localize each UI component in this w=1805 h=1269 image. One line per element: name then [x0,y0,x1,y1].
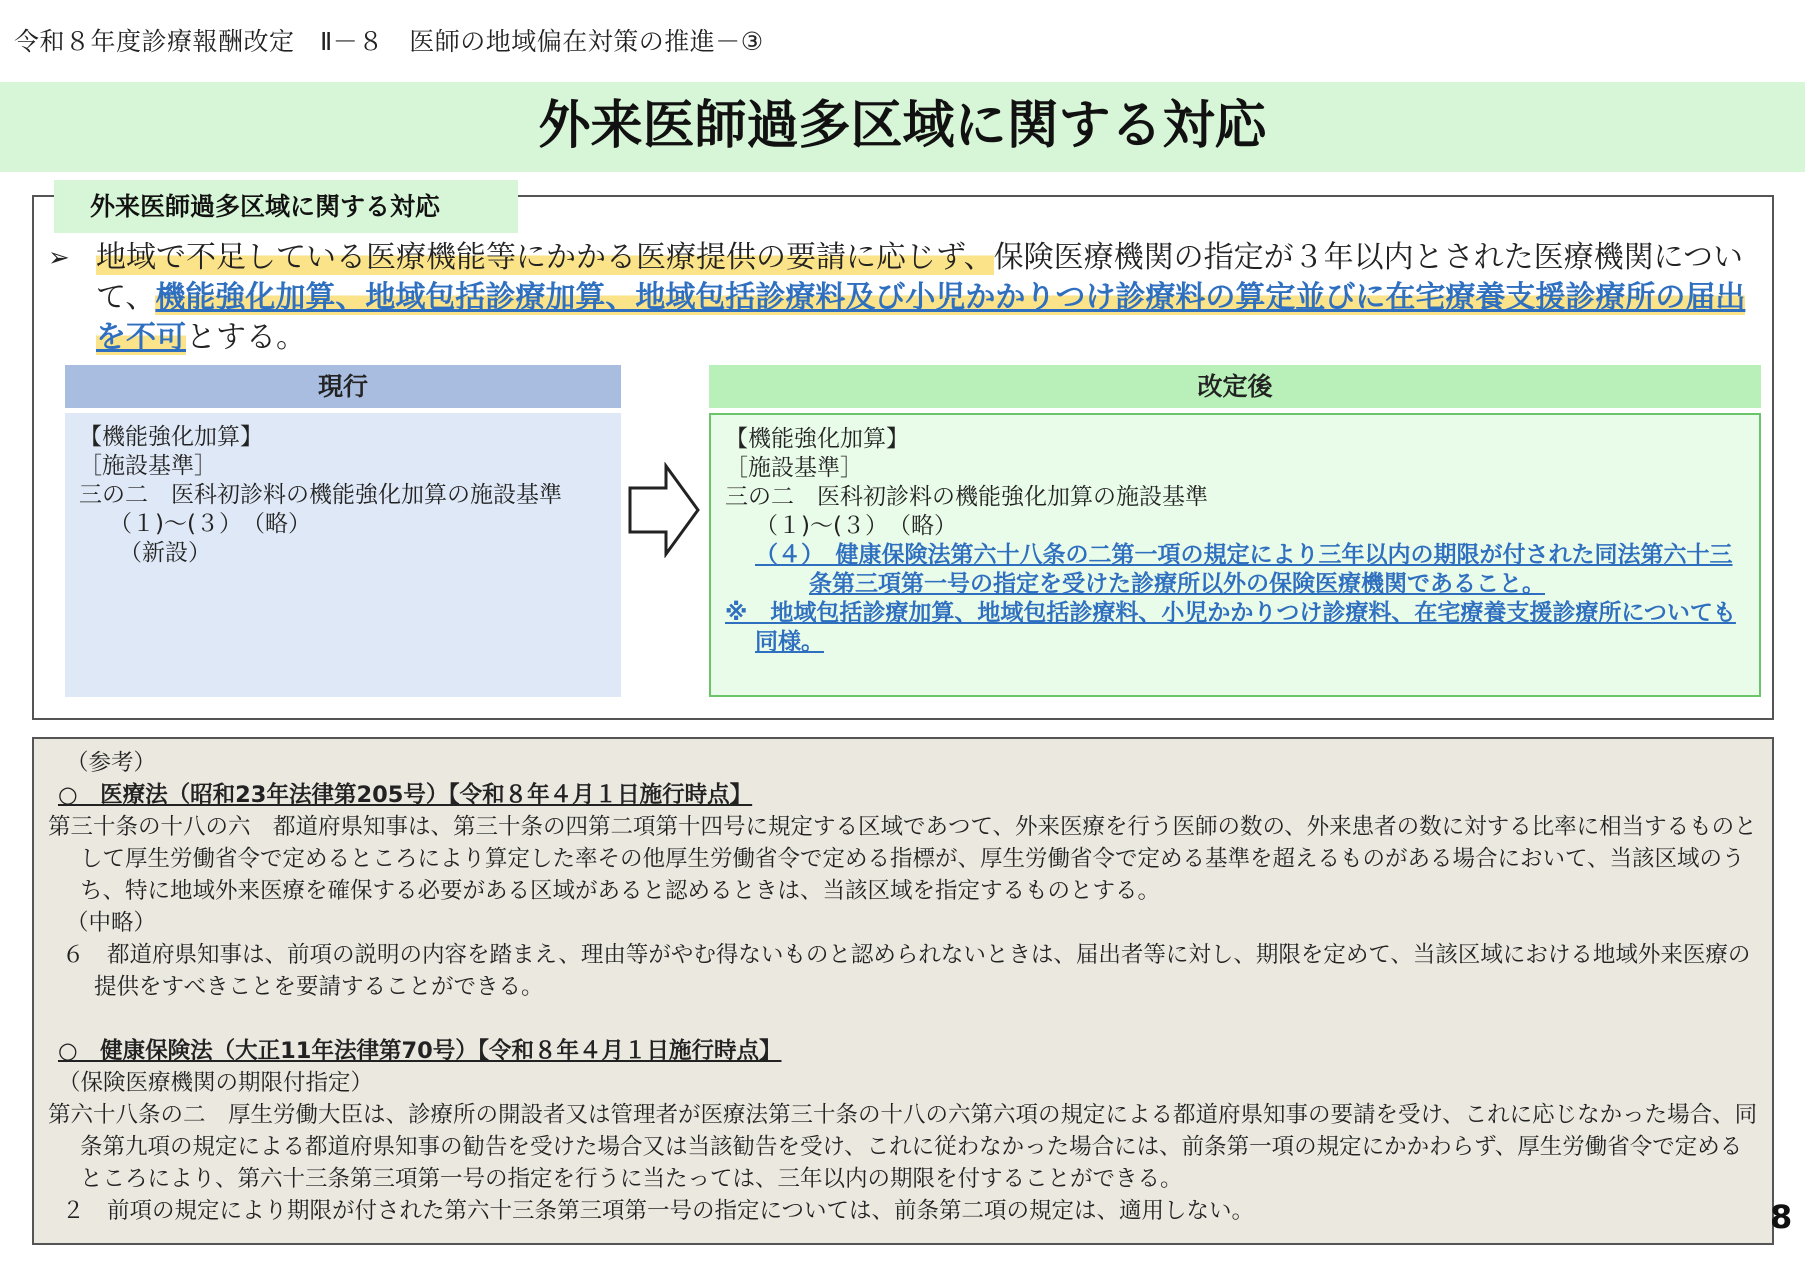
section-tab-label: 外来医師過多区域に関する対応 [54,180,518,233]
summary-paragraph [48,238,1768,358]
current-line: 【機能強化加算】 [79,424,263,450]
current-line: （新設） [119,540,211,566]
law2-caption: （保険医療機関の期限付指定） [58,1070,374,1096]
law1-title: ○ 医療法（昭和23年法律第205号）【令和８年４月１日施行時点】 [58,782,753,808]
law2-item2: ２ 前項の規定により期限が付された第六十三条第三項第一号の指定については、前条第二項の規定は、適用しない。 [62,1198,1255,1224]
page-number: 8 [1770,1198,1793,1236]
revised-header: 改定後 [709,365,1761,408]
current-line: ［施設基準］ [79,453,217,479]
revised-new-item: （４） 健康保険法第六十八条の二第一項の規定により三年以内の期限が付された同法第六十三条第三項第一号の指定を受けた診療所以外の保険医療機関であること。 [755,542,1733,597]
bullet-arrow-icon: ➢ [48,243,70,273]
summary-highlight-text: 地域で不足している医療機能等にかかる医療提供の要請に応じず、 [96,240,994,275]
reference-box [32,737,1774,1245]
law1-item6: ６ 都道府県知事は、前項の説明の内容を踏まえ、理由等がやむ得ないものと認められないときは、届出者等に対し、期限を定めて、当該区域における地域外来医療の提供をすべきことを要請することができる。 [62,942,1751,1000]
right-arrow-icon [628,462,700,558]
law1-article: 第三十条の十八の六 都道府県知事は、第三十条の四第二項第十四号に規定する区域であつて、外来医療を行う医師の数の、外来患者の数に対する比率に相当するものとして厚生労働省令で定めるところにより算定した率その他厚生労働省令で定める指標が、厚生労働省令で定める基準を超えるものがある場合において、当該区域のうち、特に地域外来医療を確保する必要がある区域があると認めるときは、当該区域を指定するものとする。 [48,814,1757,904]
current-line: 三の二 医科初診料の機能強化加算の施設基準 [79,482,562,508]
summary-text: 保険医療機関の指定が３年以内とされた医療機関について、 [96,240,1744,315]
current-line: （１)～(３） （略） [109,511,311,537]
spacer [48,1003,1758,1035]
summary-emphasis: 機能強化加算、地域包括診療加算、地域包括診療料及び小児かかりつけ診療料の算定並びに在宅療養支援診療所の届出を不可 [96,280,1746,355]
reference-label: （参考） [66,750,157,776]
law2-article: 第六十八条の二 厚生労働大臣は、診療所の開設者又は管理者が医療法第三十条の十八の六第六項の規定による都道府県知事の要請を受け、これに応じなかった場合、同条第九項の規定による都道府県知事の勧告を受けた場合又は当該勧告を受け、これに従わなかった場合には、前条第一項の規定にかかわらず、厚生労働省令で定めるところにより、第六十三条第三項第一号の指定を行うに当たっては、三年以内の期限を付することができる。 [48,1102,1758,1192]
revised-body [709,413,1761,697]
revised-line: 【機能強化加算】 [725,426,909,452]
current-header: 現行 [65,365,621,408]
summary-tail: とする。 [186,320,306,355]
revised-line: （１)～(３） （略） [755,513,957,539]
revised-line: 三の二 医科初診料の機能強化加算の施設基準 [725,484,1208,510]
revised-note: ※ 地域包括診療加算、地域包括診療料、小児かかりつけ診療料、在宅療養支援診療所についても同様。 [725,600,1736,655]
page-title: 外来医師過多区域に関する対応 [538,96,1267,156]
current-body [65,413,621,697]
revised-line: ［施設基準］ [725,455,863,481]
breadcrumb: 令和８年度診療報酬改定 Ⅱ－８ 医師の地域偏在対策の推進－③ [14,27,764,56]
omitted-marker: （中略） [66,910,157,936]
law2-title: ○ 健康保険法（大正11年法律第70号）【令和８年４月１日施行時点】 [58,1038,782,1064]
